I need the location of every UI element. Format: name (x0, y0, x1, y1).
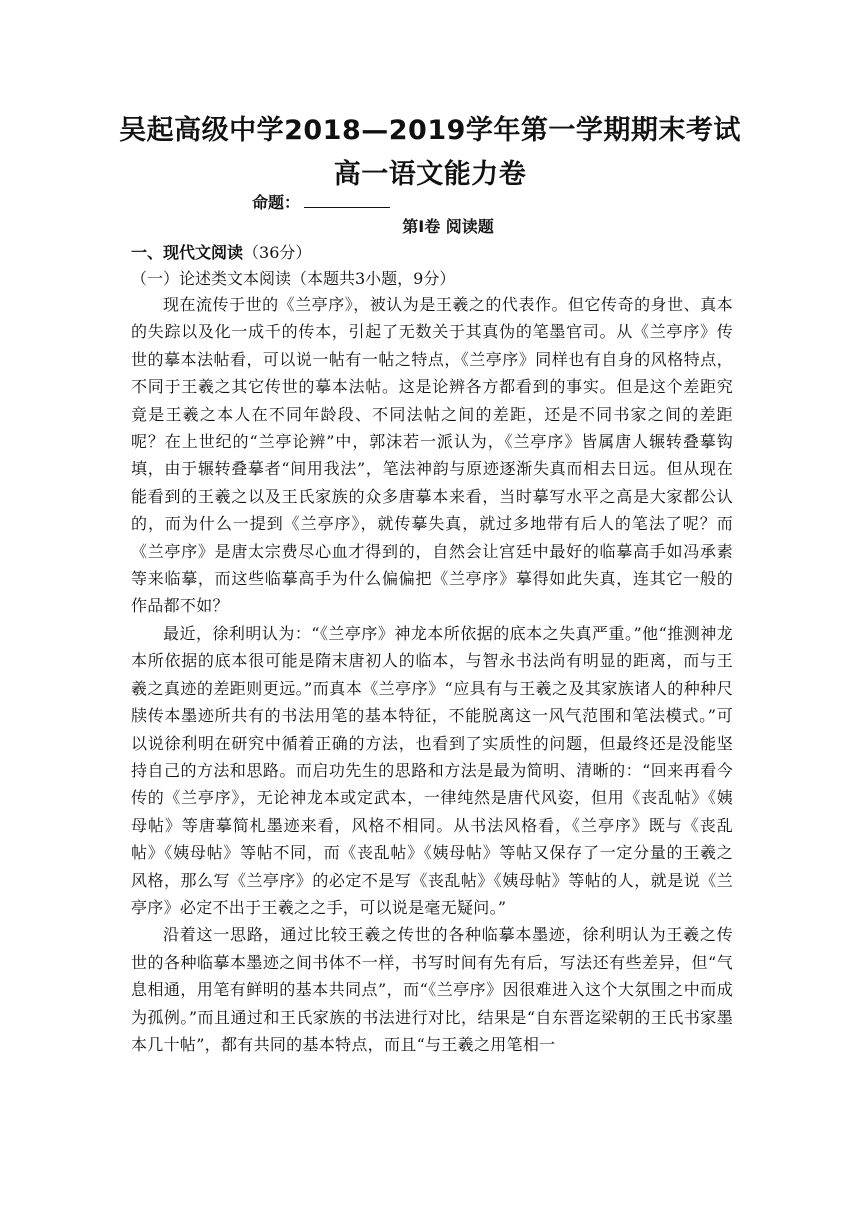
passage (131, 291, 733, 1058)
paragraph: 现在流传于世的《兰亭序》，被认为是王羲之的代表作。但它传奇的身世、真本的失踪以及化一成千的传本，引起了无数关于其真伪的笔墨官司。从《兰亭序》传世的摹本法帖看，可以说一帖有一帖之特点，《兰亭序》同样也有自身的风格特点，不同于王羲之其它传世的摹本法帖。这是论辨各方都看到的事实。但是这个差距究竟是王羲之本人在不同年龄段、不同法帖之间的差距，还是不同书家之间的差距呢？在上世纪的“兰亭论辨”中，郭沫若一派认为，《兰亭序》皆属唐人辗转叠摹钩填，由于辗转叠摹者“间用我法”，笔法神韵与原迹逐渐失真而相去日远。但从现在能看到的王羲之以及王氏家族的众多唐摹本来看，当时摹写水平之高是大家都公认的，而为什么一提到《兰亭序》，就传摹失真，就过多地带有后人的笔法了呢？而《兰亭序》是唐太宗费尽心血才得到的，自然会让宫廷中最好的临摹高手如冯承素等来临摹，而这些临摹高手为什么偏偏把《兰亭序》摹得如此失真，连其它一般的作品都不如？ (131, 295, 733, 616)
author-line (252, 190, 390, 213)
paragraph: 沿着这一思路，通过比较王羲之传世的各种临摹本墨迹，徐利明认为王羲之传世的各种临摹本墨迹之间书体不一样，书写时间有先有后，写法还有些差异，但“气息相通，用笔有鲜明的基本共同点”，而“《兰亭序》因很难进入这个大氛围之中而成为孤例。”而且通过和王氏家族的书法进行对比，结果是“自东晋迄梁朝的王氏书家墨本几十帖”，都有共同的基本特点，而且“与王羲之用笔相一 (131, 925, 733, 1054)
part-heading: 第Ⅰ卷 阅读题 (402, 217, 494, 236)
section-title: 一、现代文阅读 (131, 243, 244, 262)
exam-title: 吴起高级中学2018—2019学年第一学期期末考试 (119, 115, 741, 146)
author-blank (304, 193, 390, 208)
section-score: （36分） (243, 243, 312, 262)
paragraph: 最近，徐利明认为：“《兰亭序》神龙本所依据的底本之失真严重。”他“推测神龙本所依据的底本很可能是隋末唐初人的临本，与智永书法尚有明显的距离，而与王羲之真迹的差距则更远。”而真本《兰亭序》“应具有与王羲之及其家族诸人的种种尺牍传本墨迹所共有的书法用笔的基本特征，不能脱离这一风气范围和笔法模式。”可以说徐利明在研究中循着正确的方法，也看到了实质性的问题，但最终还是没能坚持自己的方法和思路。而启功先生的思路和方法是最为简明、清晰的：“回来再看今传的《兰亭序》，无论神龙本或定武本，一律纯然是唐代风姿，但用《丧乱帖》《姨母帖》等唐摹简札墨迹来看，风格不相同。从书法风格看，《兰亭序》既与《丧乱帖》《姨母帖》等帖不同，而《丧乱帖》《姨母帖》等帖又保存了一定分量的王羲之风格，那么写《兰亭序》的必定不是写《丧乱帖》《姨母帖》等帖的人，就是说《兰亭序》必定不出于王羲之之手，可以说是毫无疑问。” (131, 623, 733, 917)
subsection-heading: （一）论述类文本阅读（本题共3小题，9分） (131, 269, 456, 288)
section-heading (131, 240, 311, 263)
author-label: 命题： (252, 193, 301, 212)
exam-subtitle: 高一语文能力卷 (333, 159, 527, 190)
